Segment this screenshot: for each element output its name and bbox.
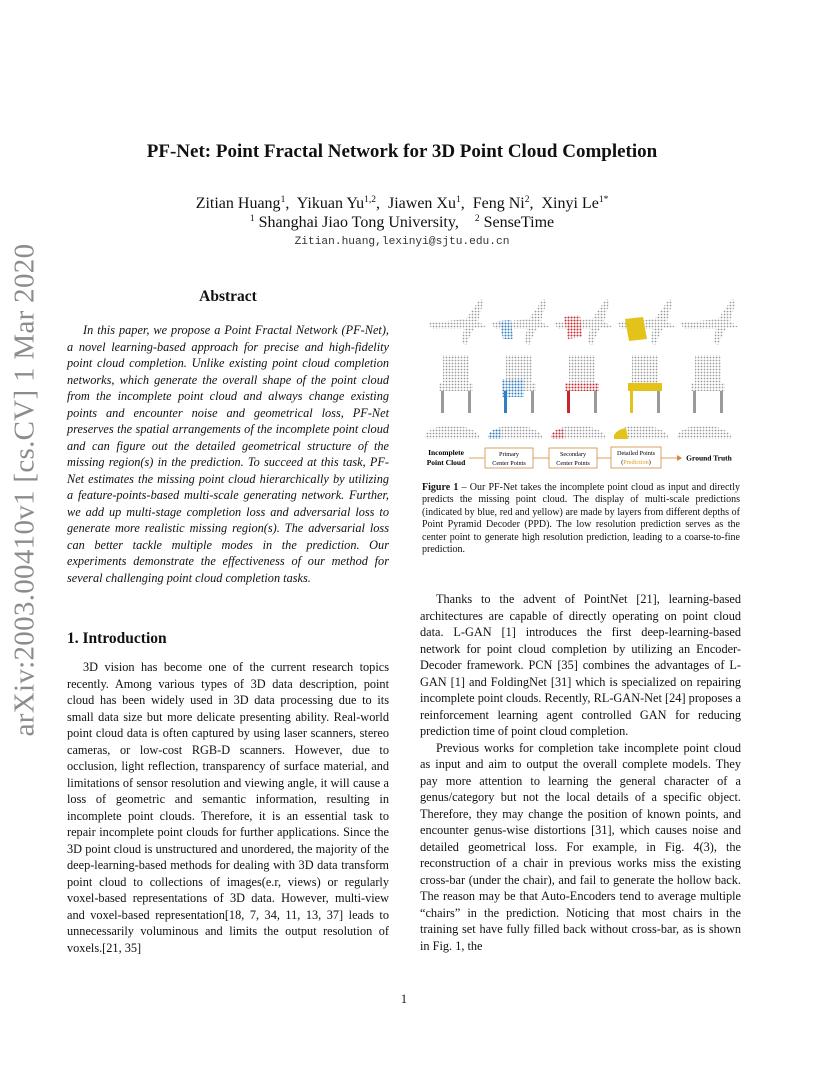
chair-detailed-image — [628, 355, 662, 413]
introduction-paragraph: 3D vision has become one of the current research topics recently. Among various types of 3D data description, point cloud has been widely used in 3D data processing due to its small data size but more delicate presenting ability. Real-world point cloud data is often captured by using laser scanners, stereo cameras, or low-cost RGB-D scanners. However, due to occlusion, light reflection, transparency of surface material, and limitations of sensor resolution and viewing angle, it will cause a loss of geometric and semantic information, resulting in incomplete point clouds. Therefore, it is an essential task to repair incomplete point clouds for further applications. Since the 3D point cloud is unstructured and unordered, the majority of the deep-learning-based methods for dealing with 3D data transform point cloud to collections of images(e.r, views) or regularly voxel-based representations of 3D data. However, multi-view and voxel-based representation[18, 7, 34, 11, 13, 37] leads to unnecessarily voluminous and limits the output resolution of voxels.[21, 35] — [67, 660, 389, 955]
arxiv-id: arXiv:2003.00410v1 [cs.CV] 1 Mar 2020 — [8, 243, 41, 737]
affiliation-mark: 2 — [474, 214, 480, 224]
abstract-text: In this paper, we propose a Point Fractal Network (PF-Net), a novel learning-based approach for precise and high-fidelity point cloud completion. Unlike existing point cloud completion networks, which generate the overall shape of the point cloud from the incomplete point cloud and always change existing points and encounter noise and geometrical loss, PF-Net preserves the spatial arrangements of the incomplete point cloud and can figure out the detailed geometrical structure of the missing region(s) in the prediction. To succeed at this task, PF-Net estimates the missing point cloud hierarchically by utilizing a feature-points-based multi-scale generating network. Further, we add up multi-stage completion loss and adversarial loss to generate more realistic missing region(s). The adversarial loss can better tackle multiple modes in the prediction. Our experiments demonstrate the effectiveness of our method for several challenging point cloud completion tasks. — [67, 323, 389, 585]
car-row — [425, 426, 731, 439]
author-name: Feng Ni — [472, 195, 525, 212]
car-primary-image — [488, 426, 542, 439]
car-ground-truth-image — [677, 426, 731, 439]
figure-1 — [421, 285, 741, 475]
box-detailed-label: Detailed Points — [617, 450, 655, 457]
arxiv-stamp — [0, 243, 50, 737]
author-name: Jiawen Xu — [388, 195, 456, 212]
section-heading-introduction: 1. Introduction — [67, 630, 167, 647]
airplane-primary-image — [491, 299, 549, 345]
author-name: Zitian Huang — [195, 195, 281, 212]
affiliations — [100, 213, 704, 232]
airplane-detailed-image — [617, 299, 675, 345]
airplane-row — [428, 299, 738, 345]
chair-secondary-image — [565, 355, 599, 413]
label-point-cloud: Point Cloud — [426, 458, 466, 467]
author-block — [100, 194, 704, 232]
label-ground-truth: Ground Truth — [686, 453, 732, 463]
label-incomplete: Incomplete — [428, 448, 464, 457]
affiliation: SenseTime — [483, 214, 555, 231]
author-name: Xinyi Le — [541, 195, 599, 212]
box-detailed-prediction-label: (Prediction) — [621, 459, 651, 466]
car-secondary-image — [551, 426, 605, 439]
author-email: Zitian.huang,lexinyi@sjtu.edu.cn — [294, 236, 510, 248]
airplane-secondary-image — [554, 299, 612, 345]
chair-incomplete-image — [439, 355, 473, 413]
airplane-incomplete-image — [428, 299, 486, 345]
affiliation: Shanghai Jiao Tong University, — [258, 214, 459, 231]
author-affiliation-mark: 1 — [455, 195, 461, 205]
chair-ground-truth-image — [691, 355, 725, 413]
author-affiliation-mark: 1* — [598, 195, 609, 205]
caption-label: Figure 1 — [422, 482, 459, 493]
author-affiliation-mark: 2 — [524, 195, 530, 205]
paragraph: Previous works for completion take incomplete point cloud as input and aim to output the overall complete models. They pay more attention to learning the general character of a genus/category but not the local details of a specific object. Therefore, they may change the position of known points, and encounter genus-wise distortions [31], which causes noise and detailed geometrical loss. For example, in Fig. 4(3), the reconstruction of a chair in previous works miss the existing cross-bar (under the chair), and fail to generate the hollow back. The reason may be that Auto-Encoders tend to average multiple “chairs” in the prediction. Noticing that most chairs in the training set have fully filled back without cross-bar, as is shown in Fig. 1, the — [420, 740, 741, 953]
box-primary-label: Center Points — [492, 460, 526, 467]
car-incomplete-image — [425, 426, 479, 439]
box-secondary-label: Secondary — [559, 451, 587, 458]
box-secondary-label: Center Points — [556, 460, 590, 467]
paragraph: Thanks to the advent of PointNet [21], learning-based architectures are capable of directly operating on point cloud data. L-GAN [1] introduces the first deep-learning-based network for point cloud completion by utilizing an Encoder-Decoder framework. PCN [35] combines the advantages of L-GAN [1] and FoldingNet [31] which is specialized on repairing incomplete point clouds. Recently, RL-GAN-Net [24] proposes a reinforcement learning agent controlled GAN for reducing prediction time of point cloud completion. — [420, 592, 741, 738]
affiliation-mark: 1 — [249, 214, 255, 224]
airplane-ground-truth-image — [680, 299, 738, 345]
box-primary-label: Primary — [499, 451, 519, 458]
arrow-head-icon — [677, 455, 682, 461]
figure-caption — [422, 482, 740, 556]
author-affiliation-mark: 1 — [280, 195, 286, 205]
author-affiliation-mark: 1,2 — [364, 195, 376, 205]
author-name: Yikuan Yu — [296, 195, 365, 212]
abstract-heading: Abstract — [199, 288, 257, 305]
car-detailed-image — [614, 426, 668, 439]
page-number: 1 — [400, 992, 408, 1006]
paper-title: PF-Net: Point Fractal Network for 3D Point Cloud Completion — [146, 141, 658, 162]
author-names: Zitian Huang$^1$, Yikuan Yu$^{1,2}$, Jiawen Xu$^1$, Feng Ni$^2$, Xinyi $Le^{1*}$ — [195, 195, 609, 212]
chair-row — [439, 355, 725, 413]
right-column-text — [420, 591, 741, 954]
chair-primary-image — [502, 355, 536, 413]
caption-text: – Our PF-Net takes the incomplete point cloud as input and directly predicts the missing point cloud. The display of multi-scale predictions (indicated by blue, red and yellow) are made by layers from different depths of Point Pyramid Decoder (PPD). The low resolution prediction serves as the center point to generate high resolution prediction, leading to a coarse-to-fine prediction. — [422, 482, 740, 556]
